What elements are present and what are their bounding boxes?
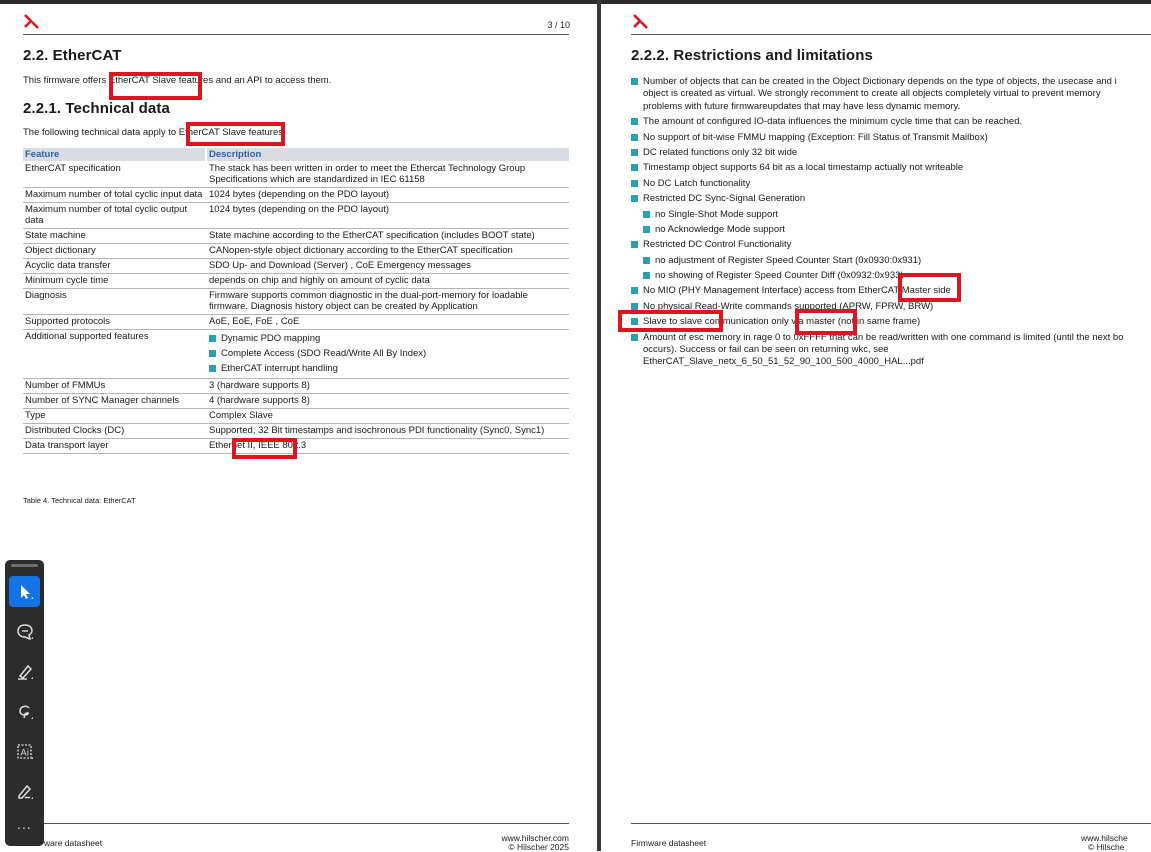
draw-freeform-icon[interactable] bbox=[9, 696, 40, 727]
description-cell: 4 (hardware supports 8) bbox=[207, 394, 569, 409]
list-item-text: problems with future firmwareupdates that may have less dynamic memory. bbox=[643, 100, 961, 112]
table-row bbox=[23, 379, 569, 394]
description-cell: AoE, EoE, FoE , CoE bbox=[207, 315, 569, 330]
table-row bbox=[23, 229, 569, 244]
more-tools-icon[interactable]: ... bbox=[17, 816, 32, 832]
table-row bbox=[23, 188, 569, 203]
list-item-text: The amount of configured IO-data influences the minimum cycle time that can be reached. bbox=[643, 116, 1023, 128]
subsection-title: 2.2.1. Technical data bbox=[23, 100, 170, 117]
table-intro-text: The following technical data apply to EtherCAT Slave features. bbox=[23, 127, 286, 138]
list-item-text: Restricted DC Control Functionality bbox=[643, 239, 792, 251]
bullet-square-icon bbox=[631, 118, 638, 125]
list-item bbox=[631, 162, 1151, 173]
table-row bbox=[23, 274, 569, 289]
list-item bbox=[631, 239, 1151, 250]
feature-cell: Maximum number of total cyclic output data bbox=[23, 203, 205, 229]
bullet-square-icon bbox=[631, 303, 638, 310]
list-item bbox=[631, 88, 1151, 99]
feature-cell: EtherCAT specification bbox=[23, 162, 205, 188]
bullet-square-icon bbox=[631, 78, 638, 85]
list-item-text: No physical Read-Write commands supported (APRW, FPRW, BRW) bbox=[643, 300, 934, 312]
footer-copyright bbox=[420, 834, 569, 852]
table-header-description: Description bbox=[207, 148, 569, 162]
text-select-icon[interactable] bbox=[9, 736, 40, 767]
list-item-text: no Single-Shot Mode support bbox=[655, 208, 779, 220]
highlight-box[interactable] bbox=[109, 72, 202, 100]
section-title: 2.2. EtherCAT bbox=[23, 47, 122, 64]
annotation-toolbar bbox=[5, 560, 44, 846]
table-row bbox=[23, 315, 569, 330]
sign-pen-icon[interactable] bbox=[9, 776, 40, 807]
hilscher-logo-icon bbox=[632, 13, 649, 30]
highlight-box[interactable] bbox=[898, 273, 961, 302]
list-item-text: EtherCAT_Slave_netx_6_50_51_52_90_100_500_4000_HAL...pdf bbox=[643, 356, 924, 368]
description-cell bbox=[207, 330, 569, 379]
description-cell: SDO Up- and Download (Server) , CoE Emergency messages bbox=[207, 259, 569, 274]
list-item-text: No MIO (PHY Management Interface) access from EtherCAT Master side bbox=[643, 285, 951, 297]
description-cell: 3 (hardware supports 8) bbox=[207, 379, 569, 394]
list-item-text: no adjustment of Register Speed Counter Start (0x0930:0x931) bbox=[655, 254, 922, 266]
hilscher-logo-icon bbox=[23, 13, 40, 30]
list-item-text: No support of bit-wise FMMU mapping (Exception: Fill Status of Transmit Mailbox) bbox=[643, 131, 988, 143]
bullet-square-icon bbox=[643, 226, 650, 233]
feature-cell: Minimum cycle time bbox=[23, 274, 205, 289]
table-row bbox=[23, 289, 569, 315]
feature-cell: Acyclic data transfer bbox=[23, 259, 205, 274]
table-caption: Table 4. Technical data: EtherCAT bbox=[23, 496, 136, 505]
highlight-box[interactable] bbox=[186, 122, 285, 146]
list-item bbox=[631, 76, 1151, 87]
feature-cell: Number of FMMUs bbox=[23, 379, 205, 394]
table-row bbox=[23, 409, 569, 424]
bullet-square-icon bbox=[209, 335, 216, 342]
highlight-box[interactable] bbox=[618, 310, 723, 332]
list-item bbox=[631, 270, 1151, 281]
feature-cell: Supported protocols bbox=[23, 315, 205, 330]
svg-text:Ai: Ai bbox=[20, 748, 29, 758]
table-row bbox=[23, 394, 569, 409]
list-item-text: object is created as virtual. We strongly recomment to create all objects completely virtual to prevent memory bbox=[643, 88, 1101, 100]
pdf-page-right bbox=[601, 4, 1151, 851]
header-rule bbox=[631, 34, 1151, 35]
feature-cell: Type bbox=[23, 409, 205, 424]
feature-cell: Data transport layer bbox=[23, 439, 205, 454]
table-row bbox=[23, 162, 569, 188]
description-cell: State machine according to the EtherCAT specification (includes BOOT state) bbox=[207, 229, 569, 244]
technical-data-table bbox=[23, 148, 569, 454]
bullet-square-icon bbox=[631, 164, 638, 171]
bullet-square-icon bbox=[209, 350, 216, 357]
list-item-text: Timestamp object supports 64 bit as a local timestamp actually not writeable bbox=[643, 162, 964, 174]
select-cursor-icon[interactable] bbox=[9, 576, 40, 607]
bullet-square-icon bbox=[631, 149, 638, 156]
footer-title: ware datasheet bbox=[44, 838, 103, 848]
list-item-text: Amount of esc memory in rage 0 to 0xFFFF that can be read/written with one command is limited (until the next bo bbox=[643, 331, 1124, 343]
feature-cell: Object dictionary bbox=[23, 244, 205, 259]
description-cell: Ethernet II, IEEE 802.3 bbox=[207, 439, 569, 454]
highlight-box[interactable] bbox=[795, 309, 857, 335]
feature-cell: Number of SYNC Manager channels bbox=[23, 394, 205, 409]
footer-website: www.hilsche bbox=[1081, 833, 1128, 843]
list-item-text: EtherCAT interrupt handling bbox=[221, 363, 338, 374]
highlight-pen-icon[interactable] bbox=[9, 656, 40, 687]
list-item-text: No DC Latch functionality bbox=[643, 177, 751, 189]
list-item bbox=[631, 255, 1151, 266]
table-row bbox=[23, 244, 569, 259]
description-cell: CANopen-style object dictionary according to the EtherCAT specification bbox=[207, 244, 569, 259]
footer-copyright bbox=[1081, 834, 1151, 851]
page-number: 3 / 10 bbox=[547, 20, 570, 30]
list-item bbox=[631, 285, 1151, 296]
description-cell: The stack has been written in order to meet the Ethercat Technology Group Specifications which are standardized in IEC 61158 bbox=[207, 162, 569, 188]
bullet-square-icon bbox=[643, 257, 650, 264]
footer-website: www.hilscher.com bbox=[501, 833, 569, 843]
table-row bbox=[23, 424, 569, 439]
list-item bbox=[631, 193, 1151, 204]
list-item bbox=[631, 209, 1151, 220]
list-item bbox=[209, 331, 567, 346]
table-row bbox=[23, 259, 569, 274]
bullet-square-icon bbox=[631, 195, 638, 202]
footer-rule bbox=[631, 823, 1151, 824]
section-title: 2.2.2. Restrictions and limitations bbox=[631, 47, 873, 64]
list-item bbox=[631, 132, 1151, 143]
toolbar-drag-handle[interactable] bbox=[11, 564, 38, 567]
footer-copyright-text: © Hilsche bbox=[1088, 842, 1125, 851]
feature-cell: Maximum number of total cyclic input data bbox=[23, 188, 205, 203]
table-header-row bbox=[23, 148, 569, 162]
bullet-square-icon bbox=[631, 180, 638, 187]
list-item bbox=[631, 224, 1151, 235]
header-rule bbox=[23, 34, 569, 35]
list-item-text: Complete Access (SDO Read/Write All By Index) bbox=[221, 348, 427, 359]
feature-cell: Diagnosis bbox=[23, 289, 205, 315]
description-cell: Supported, 32 Bit timestamps and isochronous PDI functionality (Sync0, Sync1) bbox=[207, 424, 569, 439]
description-cell: 1024 bytes (depending on the PDO layout) bbox=[207, 203, 569, 229]
bullet-square-icon bbox=[631, 287, 638, 294]
list-item-text: no showing of Register Speed Counter Diff (0x0932:0x933) bbox=[655, 270, 904, 282]
table-header-feature: Feature bbox=[23, 148, 205, 162]
list-item bbox=[209, 346, 567, 361]
list-item bbox=[631, 344, 1151, 355]
list-item-text: no Acknowledge Mode support bbox=[655, 223, 785, 235]
description-cell: Complex Slave bbox=[207, 409, 569, 424]
list-item bbox=[209, 361, 567, 376]
description-cell: depends on chip and highly on amount of cyclic data bbox=[207, 274, 569, 289]
feature-cell: Additional supported features bbox=[23, 330, 205, 379]
add-comment-icon[interactable] bbox=[9, 616, 40, 647]
footer-title: Firmware datasheet bbox=[631, 838, 707, 848]
list-item-text: Number of objects that can be created in the Object Dictionary depends on the type of objects, the usecase and i bbox=[643, 76, 1117, 87]
description-cell: 1024 bytes (depending on the PDO layout) bbox=[207, 188, 569, 203]
list-item-text: Dynamic PDO mapping bbox=[221, 333, 321, 344]
feature-cell: Distributed Clocks (DC) bbox=[23, 424, 205, 439]
list-item bbox=[631, 332, 1151, 343]
list-item bbox=[631, 147, 1151, 158]
list-item-text: Slave to slave communication only via master (not in same frame) bbox=[643, 316, 921, 328]
description-cell: Firmware supports common diagnostic in the dual-port-memory for loadable firmware. Diagnosis history object can be created by Application bbox=[207, 289, 569, 315]
list-item-text: occurs). Success or fail can be seen on returning wkc, see bbox=[643, 344, 889, 356]
intro-text: This firmware offers EtherCAT Slave features and an API to access them. bbox=[23, 75, 332, 86]
bullet-square-icon bbox=[643, 272, 650, 279]
list-item bbox=[631, 178, 1151, 189]
bullet-square-icon bbox=[631, 134, 638, 141]
bullet-square-icon bbox=[643, 211, 650, 218]
list-item bbox=[631, 116, 1151, 127]
footer-copyright-text: © Hilscher 2025 bbox=[508, 842, 569, 852]
highlight-box[interactable] bbox=[232, 438, 297, 459]
bullet-square-icon bbox=[631, 334, 638, 341]
table-row bbox=[23, 330, 569, 379]
table-row bbox=[23, 203, 569, 229]
footer-rule bbox=[23, 823, 569, 824]
list-item-text: DC related functions only 32 bit wide bbox=[643, 146, 798, 158]
feature-cell: State machine bbox=[23, 229, 205, 244]
bullet-square-icon bbox=[209, 365, 216, 372]
bullet-square-icon bbox=[631, 241, 638, 248]
list-item-text: Restricted DC Sync-Signal Generation bbox=[643, 193, 806, 205]
list-item bbox=[631, 101, 1151, 112]
list-item bbox=[631, 356, 1151, 367]
pdf-page-left bbox=[0, 4, 597, 851]
